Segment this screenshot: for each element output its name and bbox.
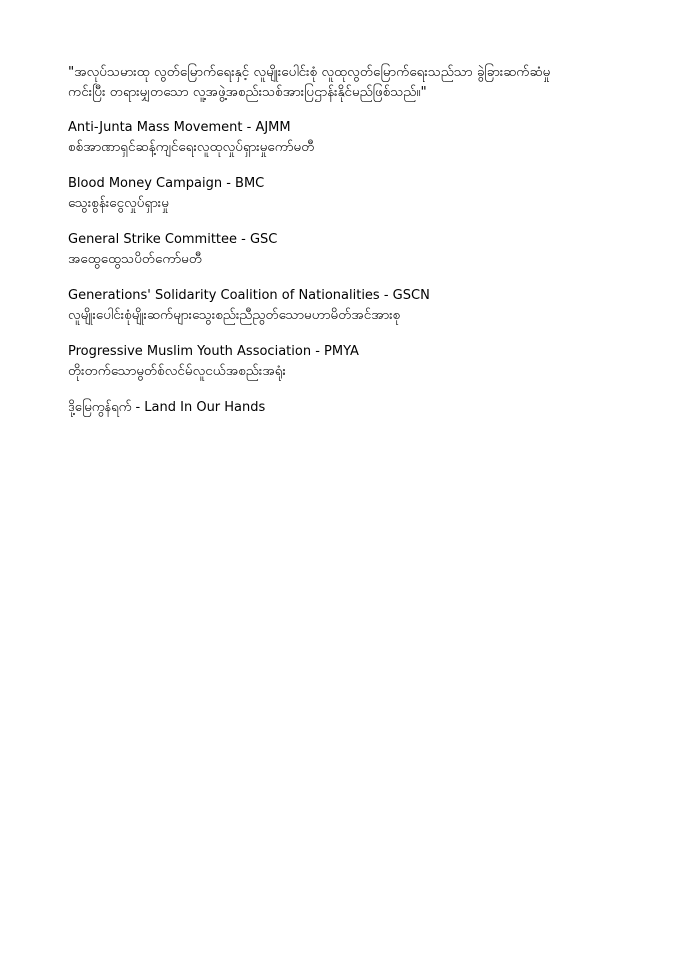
org-pmya [68,342,628,381]
org-land-in-our-hands: ဒို့မြေကွန်ရက် - Land In Our Hands [68,400,266,415]
org-gscn [68,286,628,325]
org-burmese-name: တိုးတက်သောမွတ်စ်လင်မ်လူငယ်အစည်းအရုံး [68,363,286,379]
org-bmc [68,174,628,213]
org-gsc [68,230,628,269]
document-content [68,62,628,418]
org-name: General Strike Committee - GSC [68,232,278,247]
org-burmese-name: သွေးစွန်းငွေလှုပ်ရှားမှု [68,195,169,211]
org-name: Blood Money Campaign - BMC [68,176,265,191]
org-name: Anti-Junta Mass Movement - AJMM [68,120,291,135]
org-burmese-name: အထွေထွေသပိတ်ကော်မတီ [68,251,202,267]
quote-text: "အလုပ်သမားထု လွတ်မြောက်ရေးနှင့် လူမျိုးပေါင်းစုံ လူထုလွတ်မြောက်ရေးသည်သာ ခွဲခြားဆက်ဆံမှု ကင်းပြီး တရားမျှတသော လူ့အဖွဲ့အစည်းသစ်အားပြဌာန်းနိုင်မည်ဖြစ်သည်။" [68,64,551,100]
org-name: Generations' Solidarity Coalition of Nationalities - GSCN [68,288,430,303]
org-ajmm [68,118,628,157]
org-burmese-name: စစ်အာဏာရှင်ဆန့်ကျင်ရေးလူထုလှုပ်ရှားမှုကော်မတီ [68,139,315,155]
org-name: Progressive Muslim Youth Association - PMYA [68,344,359,359]
org-burmese-name: လူမျိုးပေါင်းစုံမျိုးဆက်များသွေးစည်းညီညွတ်သောမဟာမိတ်အင်အားစု [68,307,401,323]
